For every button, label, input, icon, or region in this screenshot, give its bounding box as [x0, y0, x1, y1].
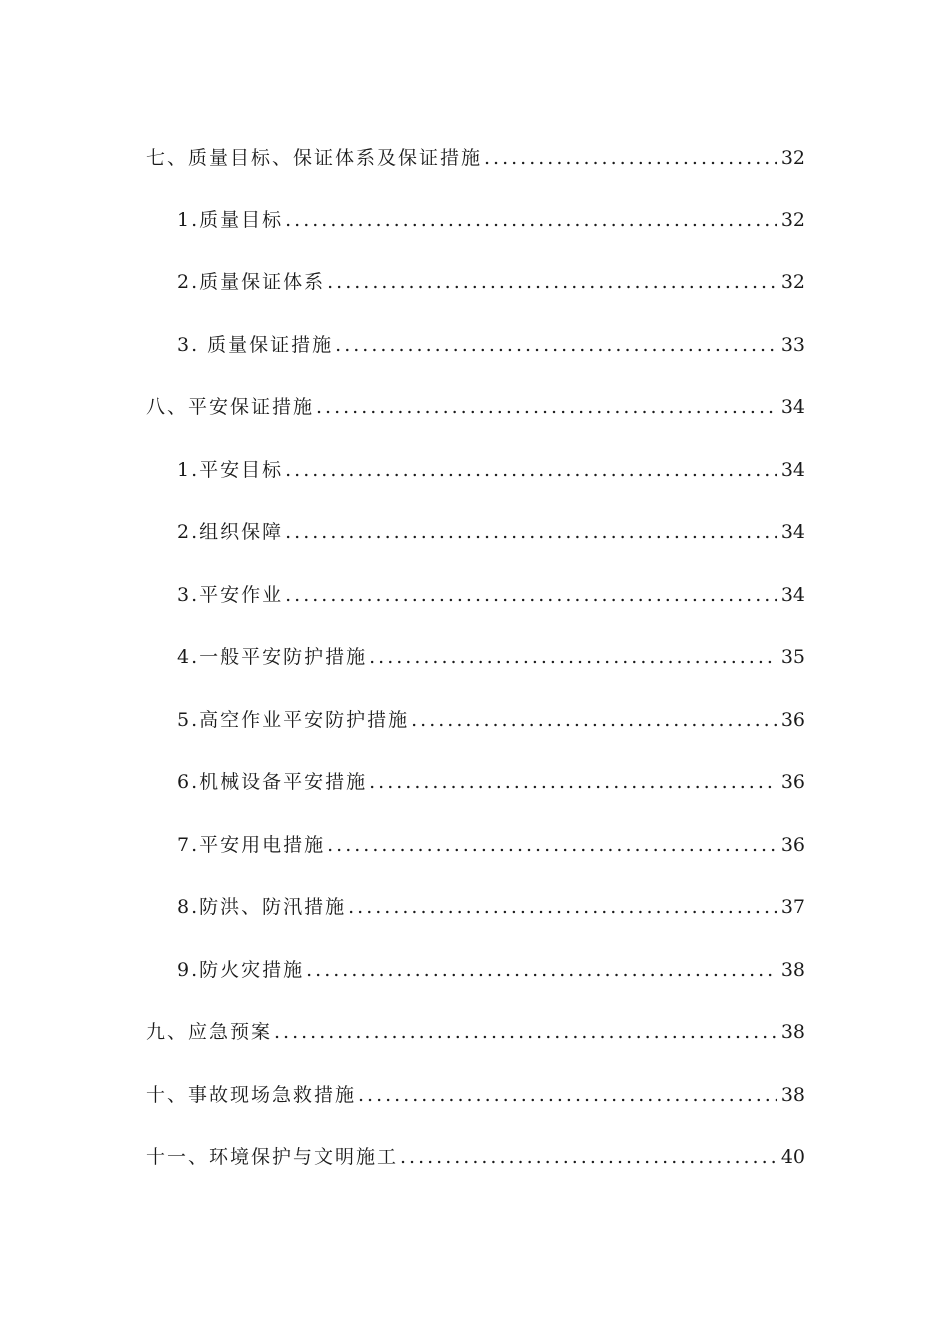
toc-entry-title: 3. 质量保证措施 [177, 334, 334, 356]
toc-entry-page: 37 [780, 896, 805, 918]
toc-entry-title: 七、质量目标、保证体系及保证措施 [146, 147, 483, 169]
toc-entry[interactable] [177, 571, 805, 607]
toc-dot-leader [327, 270, 777, 294]
toc-entry-title: 八、平安保证措施 [146, 396, 315, 418]
toc-dot-leader [285, 208, 777, 232]
toc-entry-title: 2.组织保障 [177, 521, 284, 543]
toc-entry[interactable] [177, 946, 805, 982]
toc-dot-leader [411, 708, 777, 732]
toc-entry[interactable] [177, 821, 805, 857]
toc-entry-page: 34 [780, 459, 805, 481]
toc-entry-page: 38 [780, 959, 805, 981]
toc-dot-leader [327, 833, 777, 857]
toc-entry-title: 九、应急预案 [146, 1021, 273, 1043]
toc-entry[interactable] [177, 321, 805, 357]
toc-entry-page: 34 [780, 584, 805, 606]
toc-dot-leader [358, 1083, 777, 1107]
toc-entry-title: 十一、环境保护与文明施工 [146, 1146, 399, 1168]
toc-dot-leader [285, 583, 777, 607]
toc-entry-page: 32 [780, 147, 805, 169]
toc-entry-title: 7.平安用电措施 [177, 834, 326, 856]
toc-dot-leader [274, 1020, 777, 1044]
toc-dot-leader [400, 1145, 777, 1169]
toc-entry[interactable] [177, 633, 805, 669]
toc-entry[interactable] [177, 196, 805, 232]
toc-entry-title: 十、事故现场急救措施 [146, 1084, 357, 1106]
toc-entry-page: 34 [780, 521, 805, 543]
toc-entry-title: 2.质量保证体系 [177, 271, 326, 293]
toc-dot-leader [348, 895, 777, 919]
toc-entry[interactable] [146, 1008, 805, 1044]
toc-entry[interactable] [177, 258, 805, 294]
toc-entry-title: 8.防洪、防汛措施 [177, 896, 347, 918]
toc-entry[interactable] [146, 134, 805, 170]
toc-entry[interactable] [146, 1071, 805, 1107]
toc-entry-page: 40 [780, 1146, 805, 1168]
toc-entry-title: 5.高空作业平安防护措施 [177, 709, 410, 731]
toc-entry-page: 36 [780, 709, 805, 731]
toc-entry[interactable] [177, 758, 805, 794]
toc-entry-title: 9.防火灾措施 [177, 959, 305, 981]
toc-entry-page: 38 [780, 1021, 805, 1043]
toc-entry[interactable] [146, 1133, 805, 1169]
toc-entry[interactable] [146, 383, 805, 419]
toc-entry-title: 1.平安目标 [177, 459, 284, 481]
toc-entry-page: 33 [780, 334, 805, 356]
toc-entry-title: 4.一般平安防护措施 [177, 646, 368, 668]
toc-entry-page: 36 [780, 771, 805, 793]
toc-entry[interactable] [177, 883, 805, 919]
toc-entry-page: 32 [780, 209, 805, 231]
toc-entry-title: 3.平安作业 [177, 584, 284, 606]
toc-entry[interactable] [177, 696, 805, 732]
toc-entry-page: 35 [780, 646, 805, 668]
toc-dot-leader [285, 458, 777, 482]
toc-dot-leader [484, 146, 777, 170]
toc-entry-title: 1.质量目标 [177, 209, 284, 231]
toc-dot-leader [369, 645, 777, 669]
toc-dot-leader [306, 958, 777, 982]
toc-entry-page: 38 [780, 1084, 805, 1106]
toc-entry-page: 32 [780, 271, 805, 293]
toc-entry-page: 36 [780, 834, 805, 856]
toc-entry[interactable] [177, 508, 805, 544]
toc-entry[interactable] [177, 446, 805, 482]
toc-entry-title: 6.机械设备平安措施 [177, 771, 368, 793]
toc-dot-leader [285, 520, 777, 544]
toc-dot-leader [316, 395, 777, 419]
toc-dot-leader [369, 770, 777, 794]
toc-dot-leader [335, 333, 777, 357]
toc-entry-page: 34 [780, 396, 805, 418]
